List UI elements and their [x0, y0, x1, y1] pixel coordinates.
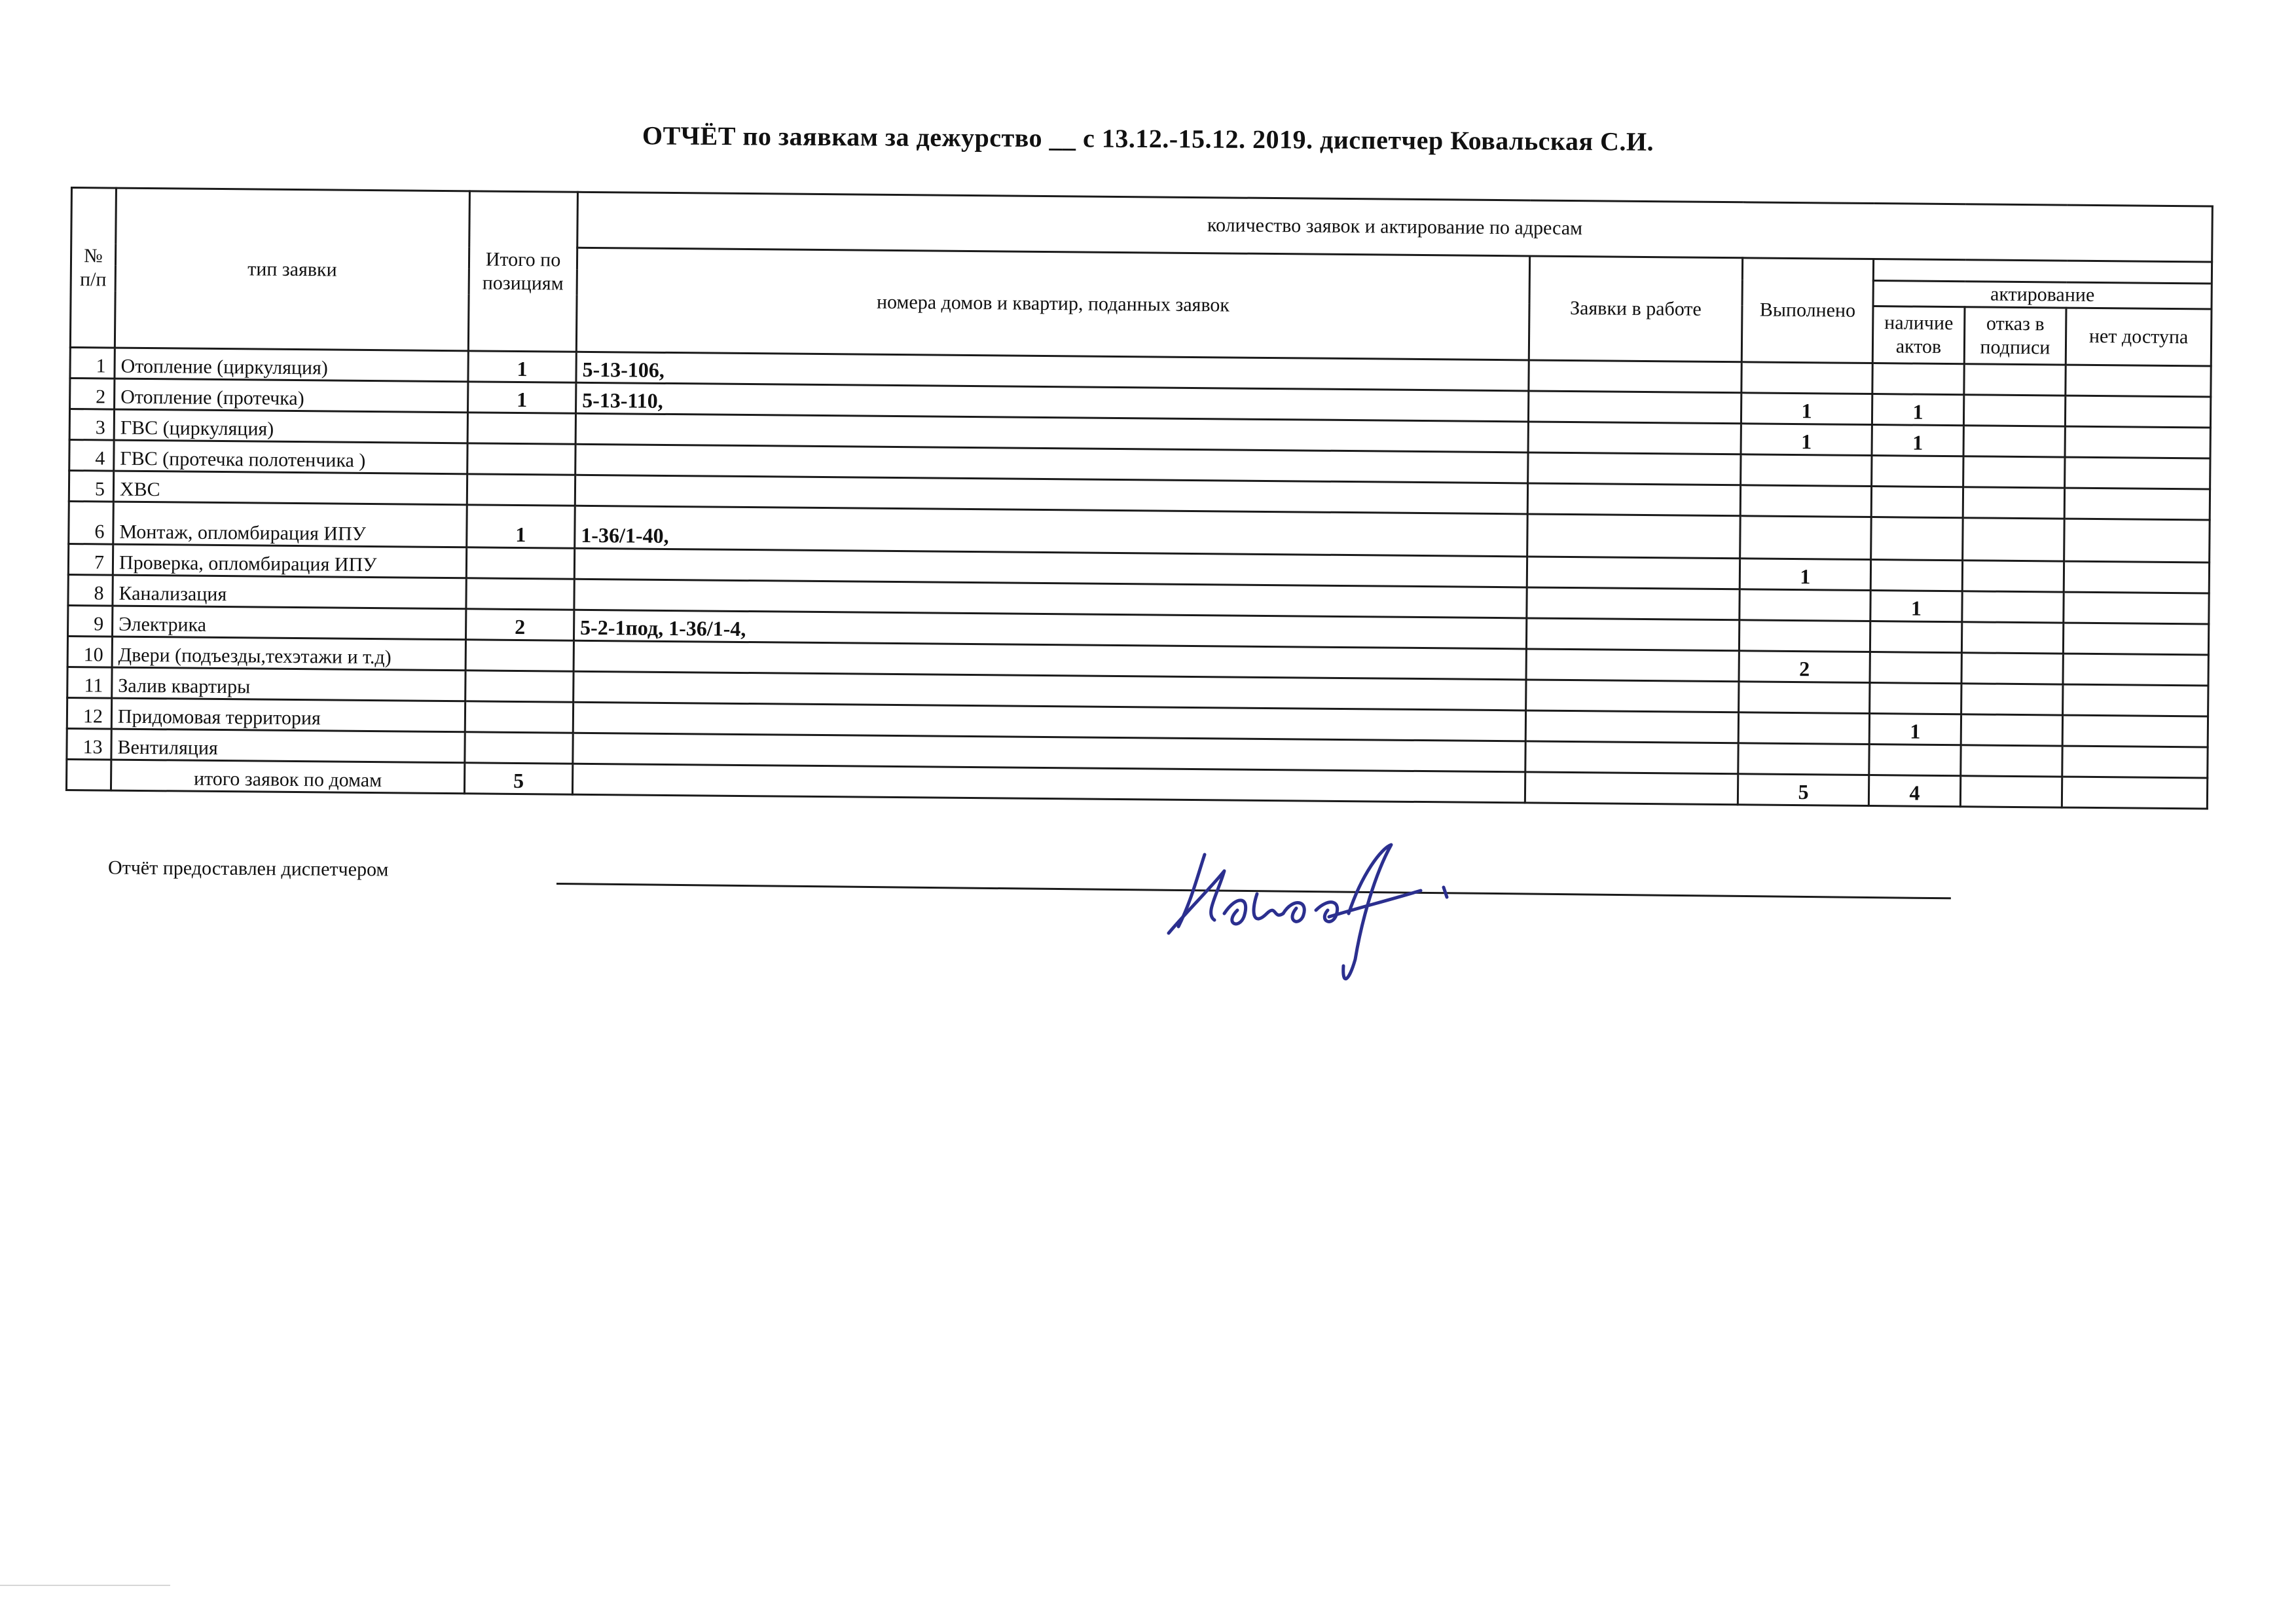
- cell-in-work: [1527, 514, 1741, 559]
- cell-num: 11: [67, 667, 112, 698]
- cell-addresses: 5-2-1под, 1-36/1-4,: [574, 610, 1526, 649]
- cell-refusal: [1961, 714, 2062, 746]
- cell-no-access: [2065, 457, 2210, 489]
- cell-total: [466, 547, 574, 579]
- cell-done: [1740, 485, 1871, 517]
- cell-refusal: [1963, 426, 2065, 457]
- cell-in-work: [1528, 391, 1741, 424]
- cell-done: [1739, 620, 1870, 652]
- cell-in-work: [1529, 360, 1741, 393]
- cell-type: Отопление (протечка): [115, 378, 468, 413]
- cell-acts: 1: [1872, 394, 1963, 426]
- cell-in-work: [1525, 741, 1738, 774]
- cell-total: [467, 474, 575, 506]
- cell-no-access: [2064, 519, 2210, 563]
- cell-total: 1: [468, 351, 576, 382]
- cell-refusal: [1963, 487, 2064, 519]
- header-addresses: номера домов и квартир, поданных заявок: [576, 248, 1529, 360]
- cell-type: Проверка, опломбирация ИПУ: [113, 544, 466, 578]
- cell-total: 1: [467, 505, 575, 548]
- cell-acts: [1871, 517, 1963, 561]
- cell-no-access: [2062, 746, 2208, 778]
- header-num: № п/п: [70, 188, 116, 348]
- cell-refusal: [1962, 561, 2064, 592]
- cell-in-work: [1527, 483, 1740, 516]
- header-no-access: нет доступа: [2066, 308, 2212, 366]
- totals-label: итого заявок по домам: [111, 760, 464, 794]
- cell-type: Монтаж, опломбирация ИПУ: [113, 502, 467, 547]
- cell-in-work: [1528, 452, 1741, 485]
- cell-type: ГВС (циркуляция): [114, 409, 467, 443]
- cell-total: [465, 732, 573, 764]
- cell-addresses: 5-13-106,: [576, 352, 1529, 391]
- cell-refusal: [1963, 518, 2065, 561]
- cell-num: 5: [69, 470, 113, 502]
- cell-in-work: [1525, 710, 1738, 743]
- cell-num: 10: [67, 636, 112, 667]
- cell-type: Канализация: [113, 575, 466, 609]
- cell-in-work: [1528, 422, 1741, 454]
- cell-no-access: [2066, 365, 2211, 397]
- cell-done: [1741, 362, 1872, 394]
- cell-num: 9: [68, 605, 113, 637]
- cell-refusal: [1963, 456, 2065, 488]
- totals-no-access-cell: [2062, 777, 2207, 809]
- header-acting: актирование: [1873, 281, 2212, 310]
- cell-refusal: [1961, 684, 2063, 715]
- cell-type: Двери (подъезды,техэтажи и т.д): [112, 637, 465, 671]
- footer-label: Отчёт предоставлен диспетчером: [107, 857, 389, 881]
- cell-done: [1738, 712, 1869, 745]
- cell-refusal: [1961, 745, 2062, 777]
- cell-num: 2: [70, 378, 115, 410]
- cell-acts: [1870, 560, 1962, 591]
- cell-done: 1: [1740, 559, 1870, 591]
- header-type: тип заявки: [115, 188, 469, 351]
- cell-total: [465, 701, 573, 733]
- cell-acts: [1870, 652, 1961, 684]
- cell-total: 1: [468, 382, 576, 413]
- cell-total: 2: [465, 609, 574, 640]
- cell-acts: 1: [1869, 714, 1961, 745]
- cell-acts: [1872, 456, 1963, 487]
- cell-no-access: [2064, 592, 2209, 624]
- totals-num-cell: [66, 759, 111, 790]
- cell-num: 6: [69, 501, 114, 544]
- cell-in-work: [1526, 649, 1739, 682]
- cell-done: 1: [1741, 424, 1872, 456]
- cell-in-work: [1526, 680, 1739, 712]
- cell-refusal: [1963, 395, 2065, 426]
- signature-image: [1152, 835, 1467, 992]
- totals-done: 5: [1738, 774, 1868, 806]
- cell-num: 1: [70, 348, 115, 379]
- header-done: Выполнено: [1741, 258, 1873, 363]
- totals-refusal-cell: [1960, 776, 2062, 807]
- header-group: количество заявок и актирование по адресам: [577, 192, 2213, 262]
- cell-acts: 1: [1870, 591, 1962, 622]
- cell-acts: [1870, 621, 1961, 653]
- header-in-work: Заявки в работе: [1529, 256, 1742, 362]
- cell-type: Вентиляция: [111, 729, 465, 763]
- totals-in-work-cell: [1525, 772, 1738, 805]
- totals-acts: 4: [1868, 775, 1960, 807]
- cell-no-access: [2063, 623, 2208, 655]
- cell-total: [467, 443, 575, 475]
- cell-type: ХВС: [113, 471, 467, 505]
- cell-total: [467, 413, 575, 444]
- scan-edge-mark: [0, 1585, 170, 1586]
- cell-addresses: 5-13-110,: [576, 382, 1529, 422]
- table-body: [67, 348, 2211, 779]
- cell-refusal: [1961, 653, 2063, 684]
- cell-num: 12: [67, 697, 111, 729]
- report-title: ОТЧЁТ по заявкам за дежурство __ с 13.12.-15.12. 2019. диспетчер Ковальская С.И.: [642, 120, 1654, 157]
- totals-total: 5: [464, 763, 572, 794]
- cell-addresses: 1-36/1-40,: [575, 506, 1528, 557]
- cell-acts: [1872, 363, 1964, 395]
- cell-in-work: [1527, 557, 1740, 589]
- cell-no-access: [2064, 488, 2210, 520]
- cell-refusal: [1964, 364, 2066, 396]
- cell-num: 8: [68, 574, 113, 606]
- cell-num: 4: [69, 439, 114, 471]
- cell-total: [465, 640, 574, 671]
- header-spacer: [1873, 259, 2212, 284]
- cell-acts: 1: [1872, 425, 1963, 456]
- cell-done: 1: [1741, 393, 1872, 425]
- cell-type: Электрика: [113, 606, 466, 640]
- cell-done: [1740, 516, 1872, 560]
- cell-in-work: [1526, 618, 1739, 651]
- report-table-wrapper: [65, 187, 2212, 810]
- cell-type: Отопление (циркуляция): [115, 348, 468, 382]
- cell-done: [1738, 743, 1869, 775]
- cell-done: [1740, 589, 1870, 621]
- cell-done: [1741, 454, 1872, 487]
- cell-type: Придомовая территория: [111, 698, 465, 732]
- cell-refusal: [1961, 622, 2063, 654]
- cell-no-access: [2065, 396, 2210, 428]
- cell-no-access: [2063, 654, 2208, 686]
- cell-type: ГВС (протечка полотенчика ): [114, 440, 467, 474]
- cell-done: [1739, 682, 1870, 714]
- cell-num: 7: [68, 544, 113, 575]
- cell-total: [465, 671, 574, 702]
- cell-type: Залив квартиры: [112, 667, 465, 701]
- cell-refusal: [1962, 591, 2064, 623]
- header-acts: наличие актов: [1872, 306, 1965, 364]
- cell-acts: [1871, 487, 1963, 518]
- cell-total: [466, 578, 574, 610]
- cell-no-access: [2064, 561, 2209, 593]
- cell-acts: [1870, 683, 1961, 714]
- header-refusal: отказ в подписи: [1964, 307, 2066, 365]
- header-total: Итого по позициям: [468, 191, 577, 352]
- cell-in-work: [1527, 587, 1740, 620]
- cell-done: 2: [1739, 651, 1870, 683]
- report-table: [65, 187, 2214, 810]
- cell-num: 13: [67, 728, 111, 760]
- cell-no-access: [2062, 715, 2208, 747]
- cell-no-access: [2065, 426, 2210, 458]
- cell-acts: [1869, 745, 1961, 776]
- cell-no-access: [2063, 684, 2208, 716]
- cell-num: 3: [69, 409, 114, 441]
